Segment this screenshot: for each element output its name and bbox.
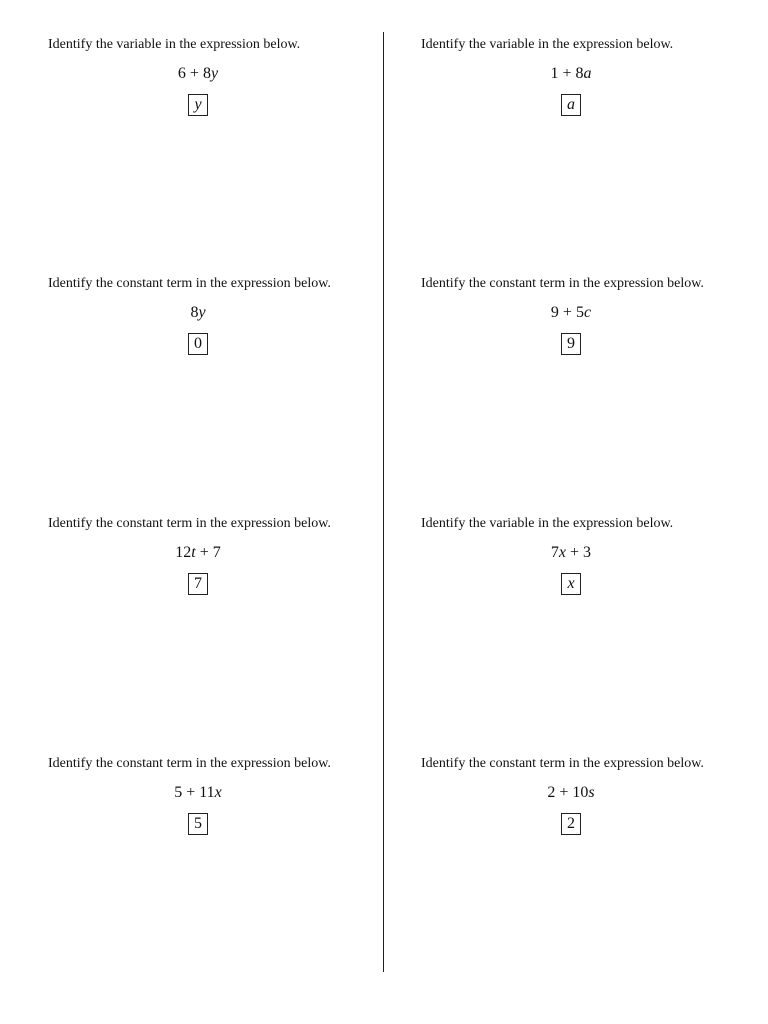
- problem-3: [48, 275, 378, 395]
- answer-box: 0: [188, 333, 208, 355]
- problem-prompt: Identify the variable in the expression below.: [48, 37, 301, 52]
- problem-expression: 2 + 10s: [547, 784, 595, 801]
- answer-container: [48, 573, 348, 595]
- answer-container: [421, 333, 721, 355]
- problem-prompt: Identify the constant term in the expression below.: [48, 276, 331, 291]
- answer-container: [48, 813, 348, 835]
- answer-container: [48, 94, 348, 116]
- problem-prompt: Identify the constant term in the expression below.: [421, 276, 704, 291]
- problem-6: [421, 515, 751, 635]
- problem-expression: 7x + 3: [550, 544, 592, 561]
- problem-7: [48, 755, 378, 875]
- problem-prompt: Identify the variable in the expression below.: [421, 516, 674, 531]
- answer-container: [421, 813, 721, 835]
- problem-expression: 1 + 8a: [550, 65, 592, 82]
- answer-container: [421, 573, 721, 595]
- problem-expression: 6 + 8y: [177, 65, 219, 82]
- column-divider: [383, 32, 384, 972]
- problem-5: [48, 515, 378, 635]
- problem-prompt: Identify the constant term in the expression below.: [48, 516, 331, 531]
- problem-4: [421, 275, 751, 395]
- problem-prompt: Identify the constant term in the expression below.: [48, 756, 331, 771]
- problem-expression: 5 + 11x: [174, 784, 222, 801]
- answer-box: 7: [188, 573, 208, 595]
- answer-box: a: [561, 94, 581, 116]
- problem-1: [48, 36, 378, 156]
- problem-prompt: Identify the variable in the expression below.: [421, 37, 674, 52]
- problem-expression: 8y: [190, 304, 206, 321]
- problem-expression: 12t + 7: [175, 544, 221, 561]
- problem-expression: 9 + 5c: [550, 304, 592, 321]
- answer-box: 5: [188, 813, 208, 835]
- answer-box: y: [188, 94, 208, 116]
- problem-8: [421, 755, 751, 875]
- problem-2: [421, 36, 751, 156]
- answer-box: 2: [561, 813, 581, 835]
- answer-box: x: [561, 573, 581, 595]
- answer-box: 9: [561, 333, 581, 355]
- answer-container: [421, 94, 721, 116]
- answer-container: [48, 333, 348, 355]
- problem-prompt: Identify the constant term in the expression below.: [421, 756, 704, 771]
